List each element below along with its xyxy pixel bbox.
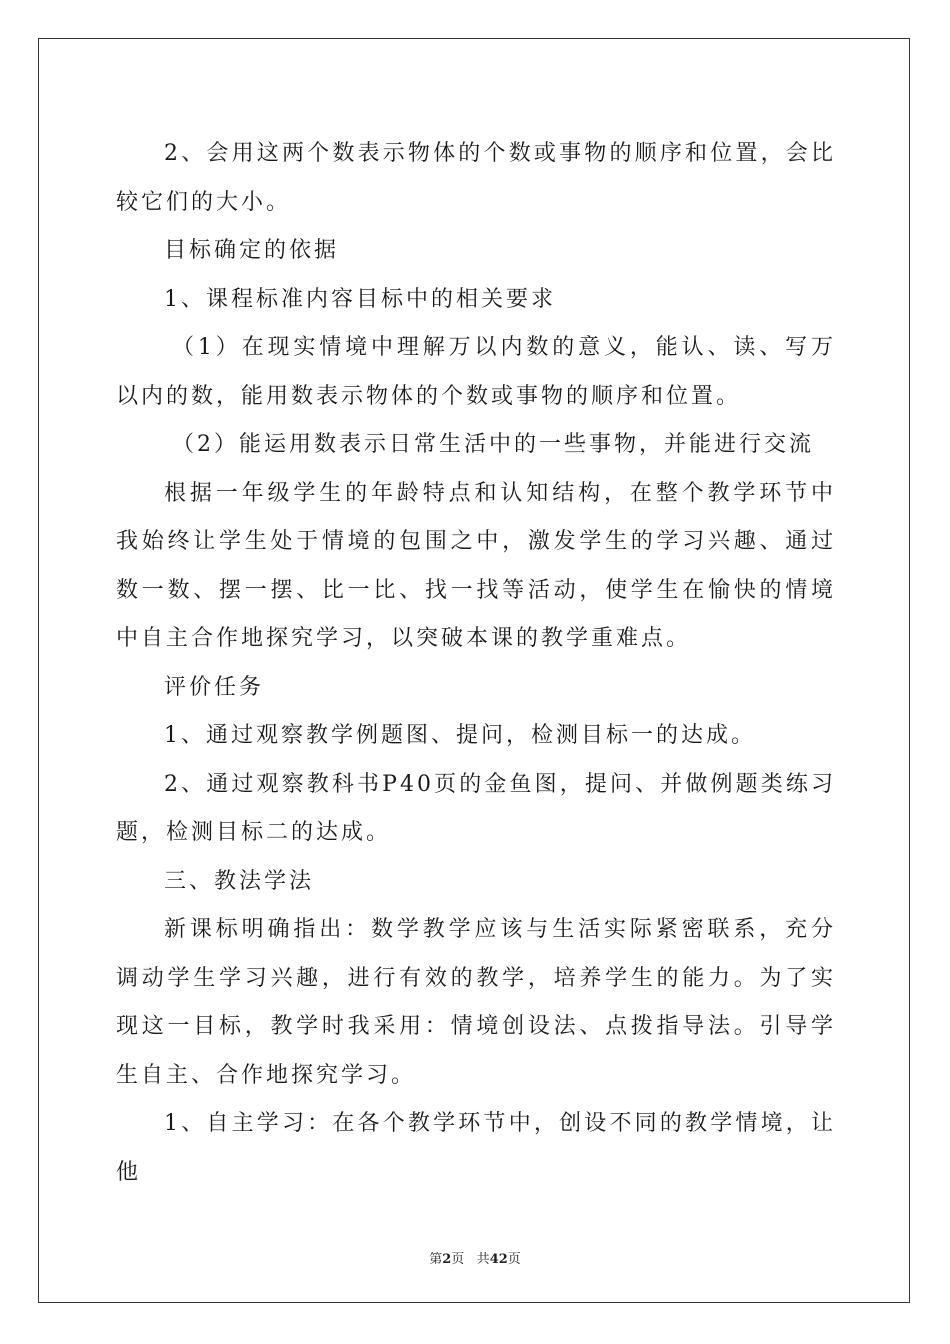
paragraph: 1、自主学习：在各个教学环节中，创设不同的教学情境，让他 bbox=[116, 1111, 836, 1185]
total-page-number: 42 bbox=[489, 1252, 508, 1267]
section-heading: 三、教法学法 bbox=[164, 868, 315, 894]
current-page-number: 2 bbox=[442, 1252, 452, 1267]
paragraph: （1）在现实情境中理解万以内数的意义，能认、读、写万以内的数，能用数表示物体的个数或事物的顺序和位置。 bbox=[116, 335, 836, 409]
document-body bbox=[116, 130, 836, 1197]
page-footer bbox=[0, 1248, 950, 1267]
section-heading: 评价任务 bbox=[164, 674, 265, 700]
paragraph: 新课标明确指出：数学教学应该与生活实际紧密联系，充分调动学生学习兴趣，进行有效的教学，培养学生的能力。为了实现这一目标，教学时我采用：情境创设法、点拨指导法。引导学生自主、合作地探究学习。 bbox=[116, 917, 836, 1088]
section-heading: 目标确定的依据 bbox=[164, 238, 340, 263]
paragraph: 1、通过观察教学例题图、提问，检测目标一的达成。 bbox=[164, 723, 756, 748]
paragraph: 1、课程标准内容目标中的相关要求 bbox=[164, 286, 556, 312]
paragraph: 2、通过观察教科书P40页的金鱼图，提问、并做例题类练习题，检测目标二的达成。 bbox=[116, 771, 836, 845]
total-prefix: 共 bbox=[476, 1252, 490, 1267]
paragraph: 根据一年级学生的年龄特点和认知结构，在整个教学环节中我始终让学生处于情境的包围之中，激发学生的学习兴趣、通过数一数、摆一摆、比一比、找一找等活动，使学生在愉快的情境中自主合作地探究学习，以突破本课的教学重难点。 bbox=[116, 480, 836, 651]
page-unit: 页 bbox=[451, 1252, 465, 1267]
paragraph: （2）能运用数表示日常生活中的一些事物，并能进行交流 bbox=[172, 432, 814, 457]
paragraph: 2、会用这两个数表示物体的个数或事物的顺序和位置，会比较它们的大小。 bbox=[116, 141, 836, 215]
page-prefix: 第 bbox=[429, 1252, 443, 1267]
total-unit: 页 bbox=[507, 1252, 521, 1267]
